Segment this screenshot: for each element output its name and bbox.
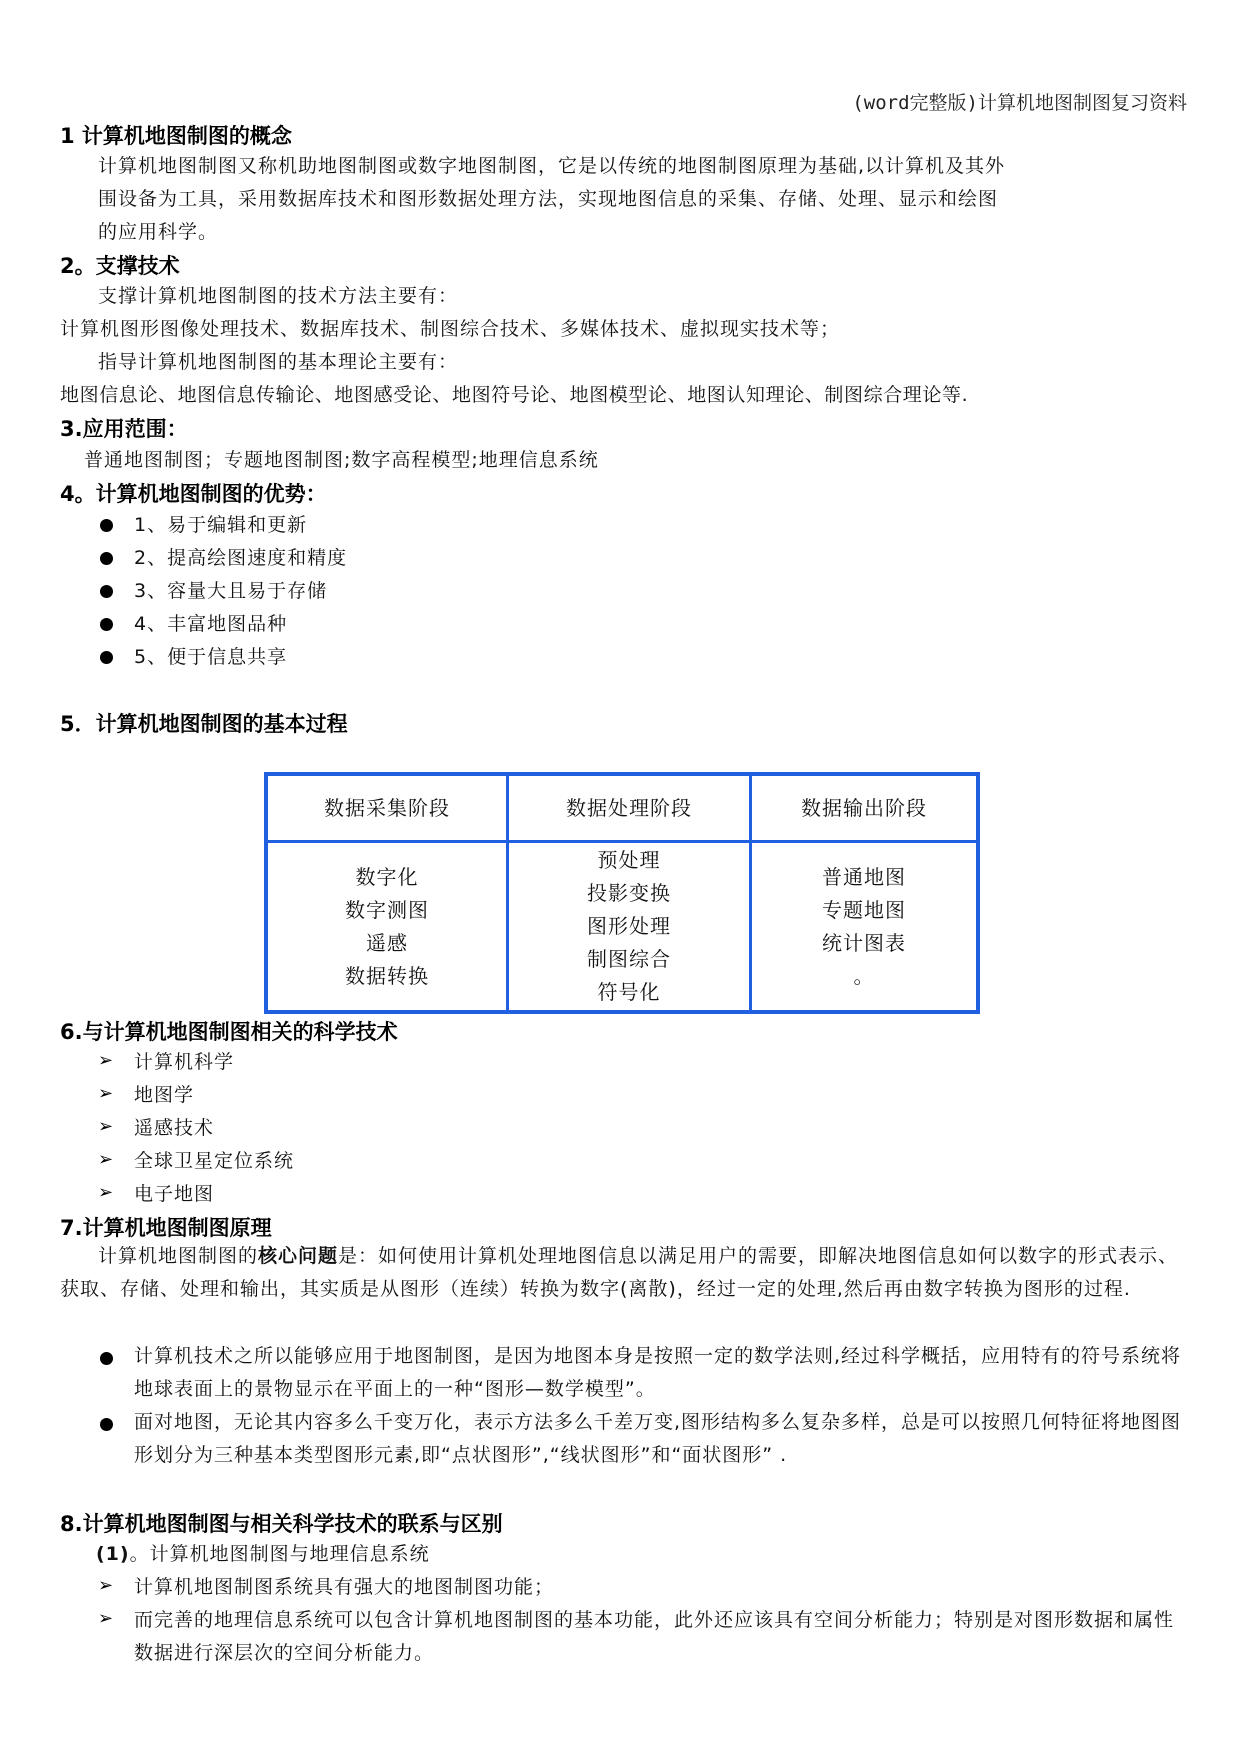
arrow-bullet-icon: ➢ [98, 1116, 114, 1137]
gis-item-2: 而完善的地理信息系统可以包含计算机地图制图的基本功能，此外还应该具有空间分析能力；特别是对图形数据和属性数据进行深层次的空间分析能力。 [134, 1609, 1175, 1664]
bullet-icon [100, 651, 113, 664]
table-cell-collect [266, 842, 508, 1013]
section-7-title: 7.计算机地图制图原理 [60, 1216, 272, 1240]
arrow-bullet-icon: ➢ [98, 1608, 114, 1629]
table-cell-line: 符号化 [597, 980, 661, 1004]
principle-bullet-2: 面对地图，无论其内容多么千变万化，表示方法多么千差万变,图形结构多么复杂多样，总是可以按照几何特征将地图图形划分为三种基本类型图形元素,即“点状图形”,“线状图形”和“面状图形” . [134, 1411, 1182, 1466]
advantage-item-2: 2、提高绘图速度和精度 [134, 547, 348, 569]
section-8-title: 8.计算机地图制图与相关科学技术的联系与区别 [60, 1512, 503, 1536]
table-header-output: 数据输出阶段 [751, 774, 979, 842]
section-2-line-4: 地图信息论、地图信息传输论、地图感受论、地图符号论、地图模型论、地图认知理论、制图综合理论等. [60, 384, 969, 406]
table-cell-line: 专题地图 [822, 897, 906, 922]
related-tech-item-3: 遥感技术 [134, 1117, 215, 1139]
principle-bullet-1: 计算机技术之所以能够应用于地图制图，是因为地图本身是按照一定的数学法则,经过科学概括，应用特有的符号系统将地球表面上的景物显示在平面上的一种“图形—数学模型”。 [134, 1345, 1182, 1400]
section-2-title: 2。支撑技术 [60, 254, 180, 278]
table-cell-line: 投影变换 [587, 881, 671, 905]
arrow-bullet-icon: ➢ [98, 1575, 114, 1596]
related-tech-item-2: 地图学 [134, 1084, 195, 1106]
table-cell-line: 数据转换 [345, 963, 429, 988]
table-cell-line: 遥感 [366, 930, 408, 955]
related-tech-item-5: 电子地图 [134, 1183, 215, 1205]
core-question-label: 核心问题 [258, 1245, 339, 1267]
paragraph-rest: 是：如何使用计算机处理地图信息以满足用户的需要，即解决地图信息如何以数字的形式表示、获取、存储、处理和输出，其实质是从图形（连续）转换为数字(离散)，经过一定的处理,然后再由数字转换为图形的过程. [60, 1245, 1179, 1300]
table-header-process: 数据处理阶段 [508, 774, 751, 842]
bullet-icon [100, 519, 113, 532]
advantage-item-4: 4、丰富地图品种 [134, 613, 288, 635]
table-header-collect: 数据采集阶段 [266, 774, 508, 842]
section-2-line-2: 计算机图形图像处理技术、数据库技术、制图综合技术、多媒体技术、虚拟现实技术等； [60, 318, 841, 340]
arrow-bullet-icon: ➢ [98, 1050, 114, 1071]
table-cell-line: 图形处理 [587, 914, 671, 938]
table-cell-line: 预处理 [597, 848, 661, 872]
advantage-item-5: 5、便于信息共享 [134, 646, 288, 668]
arrow-bullet-icon: ➢ [98, 1149, 114, 1170]
section-1-title: 1 计算机地图制图的概念 [60, 124, 292, 148]
bullet-icon [100, 1418, 113, 1431]
gis-item-1: 计算机地图制图系统具有强大的地图制图功能； [134, 1576, 555, 1598]
section-7-paragraph [60, 1240, 1180, 1306]
bullet-icon [100, 1352, 113, 1365]
subsection-number: (1) [96, 1543, 130, 1565]
section-1-line-2: 围设备为工具，采用数据库技术和图形数据处理方法，实现地图信息的采集、存储、处理、显示和绘图 [98, 188, 999, 210]
table-cell-line: 数字化 [355, 864, 419, 889]
table-cell-line: 普通地图 [822, 864, 906, 889]
table-cell-output [751, 842, 979, 1013]
bullet-icon [100, 618, 113, 631]
table-cell-process [508, 842, 751, 1013]
table-cell-line: 。 [853, 963, 875, 988]
section-3-line: 普通地图制图；专题地图制图;数字高程模型;地理信息系统 [84, 449, 599, 471]
arrow-bullet-icon: ➢ [98, 1083, 114, 1104]
bullet-icon [100, 585, 113, 598]
arrow-bullet-icon: ➢ [98, 1182, 114, 1203]
section-5-title: 5．计算机地图制图的基本过程 [60, 712, 348, 736]
section-1-line-1: 计算机地图制图又称机助地图制图或数字地图制图，它是以传统的地图制图原理为基础,以计算机及其外 [98, 155, 1006, 177]
bullet-icon [100, 552, 113, 565]
advantage-item-3: 3、容量大且易于存储 [134, 580, 328, 602]
table-cell-line: 数字测图 [345, 897, 429, 922]
process-table [264, 772, 980, 1014]
section-2-line-1: 支撑计算机地图制图的技术方法主要有： [98, 285, 459, 307]
section-2-line-3: 指导计算机地图制图的基本理论主要有： [98, 351, 459, 373]
subsection-1-heading [96, 1538, 430, 1571]
section-1-line-3: 的应用科学。 [98, 221, 219, 243]
table-cell-line: 统计图表 [822, 930, 906, 955]
table-cell-line: 制图综合 [587, 947, 671, 971]
page-header: (word完整版)计算机地图制图复习资料 [852, 92, 1187, 114]
related-tech-item-4: 全球卫星定位系统 [134, 1150, 295, 1172]
related-tech-item-1: 计算机科学 [134, 1051, 235, 1073]
subsection-title: 。计算机地图制图与地理信息系统 [129, 1543, 430, 1565]
paragraph-prefix: 计算机地图制图的 [98, 1245, 259, 1267]
section-4-title: 4。计算机地图制图的优势： [60, 482, 327, 506]
section-3-title: 3.应用范围： [60, 417, 188, 441]
section-6-title: 6.与计算机地图制图相关的科学技术 [60, 1020, 398, 1044]
advantage-item-1: 1、易于编辑和更新 [134, 514, 308, 536]
